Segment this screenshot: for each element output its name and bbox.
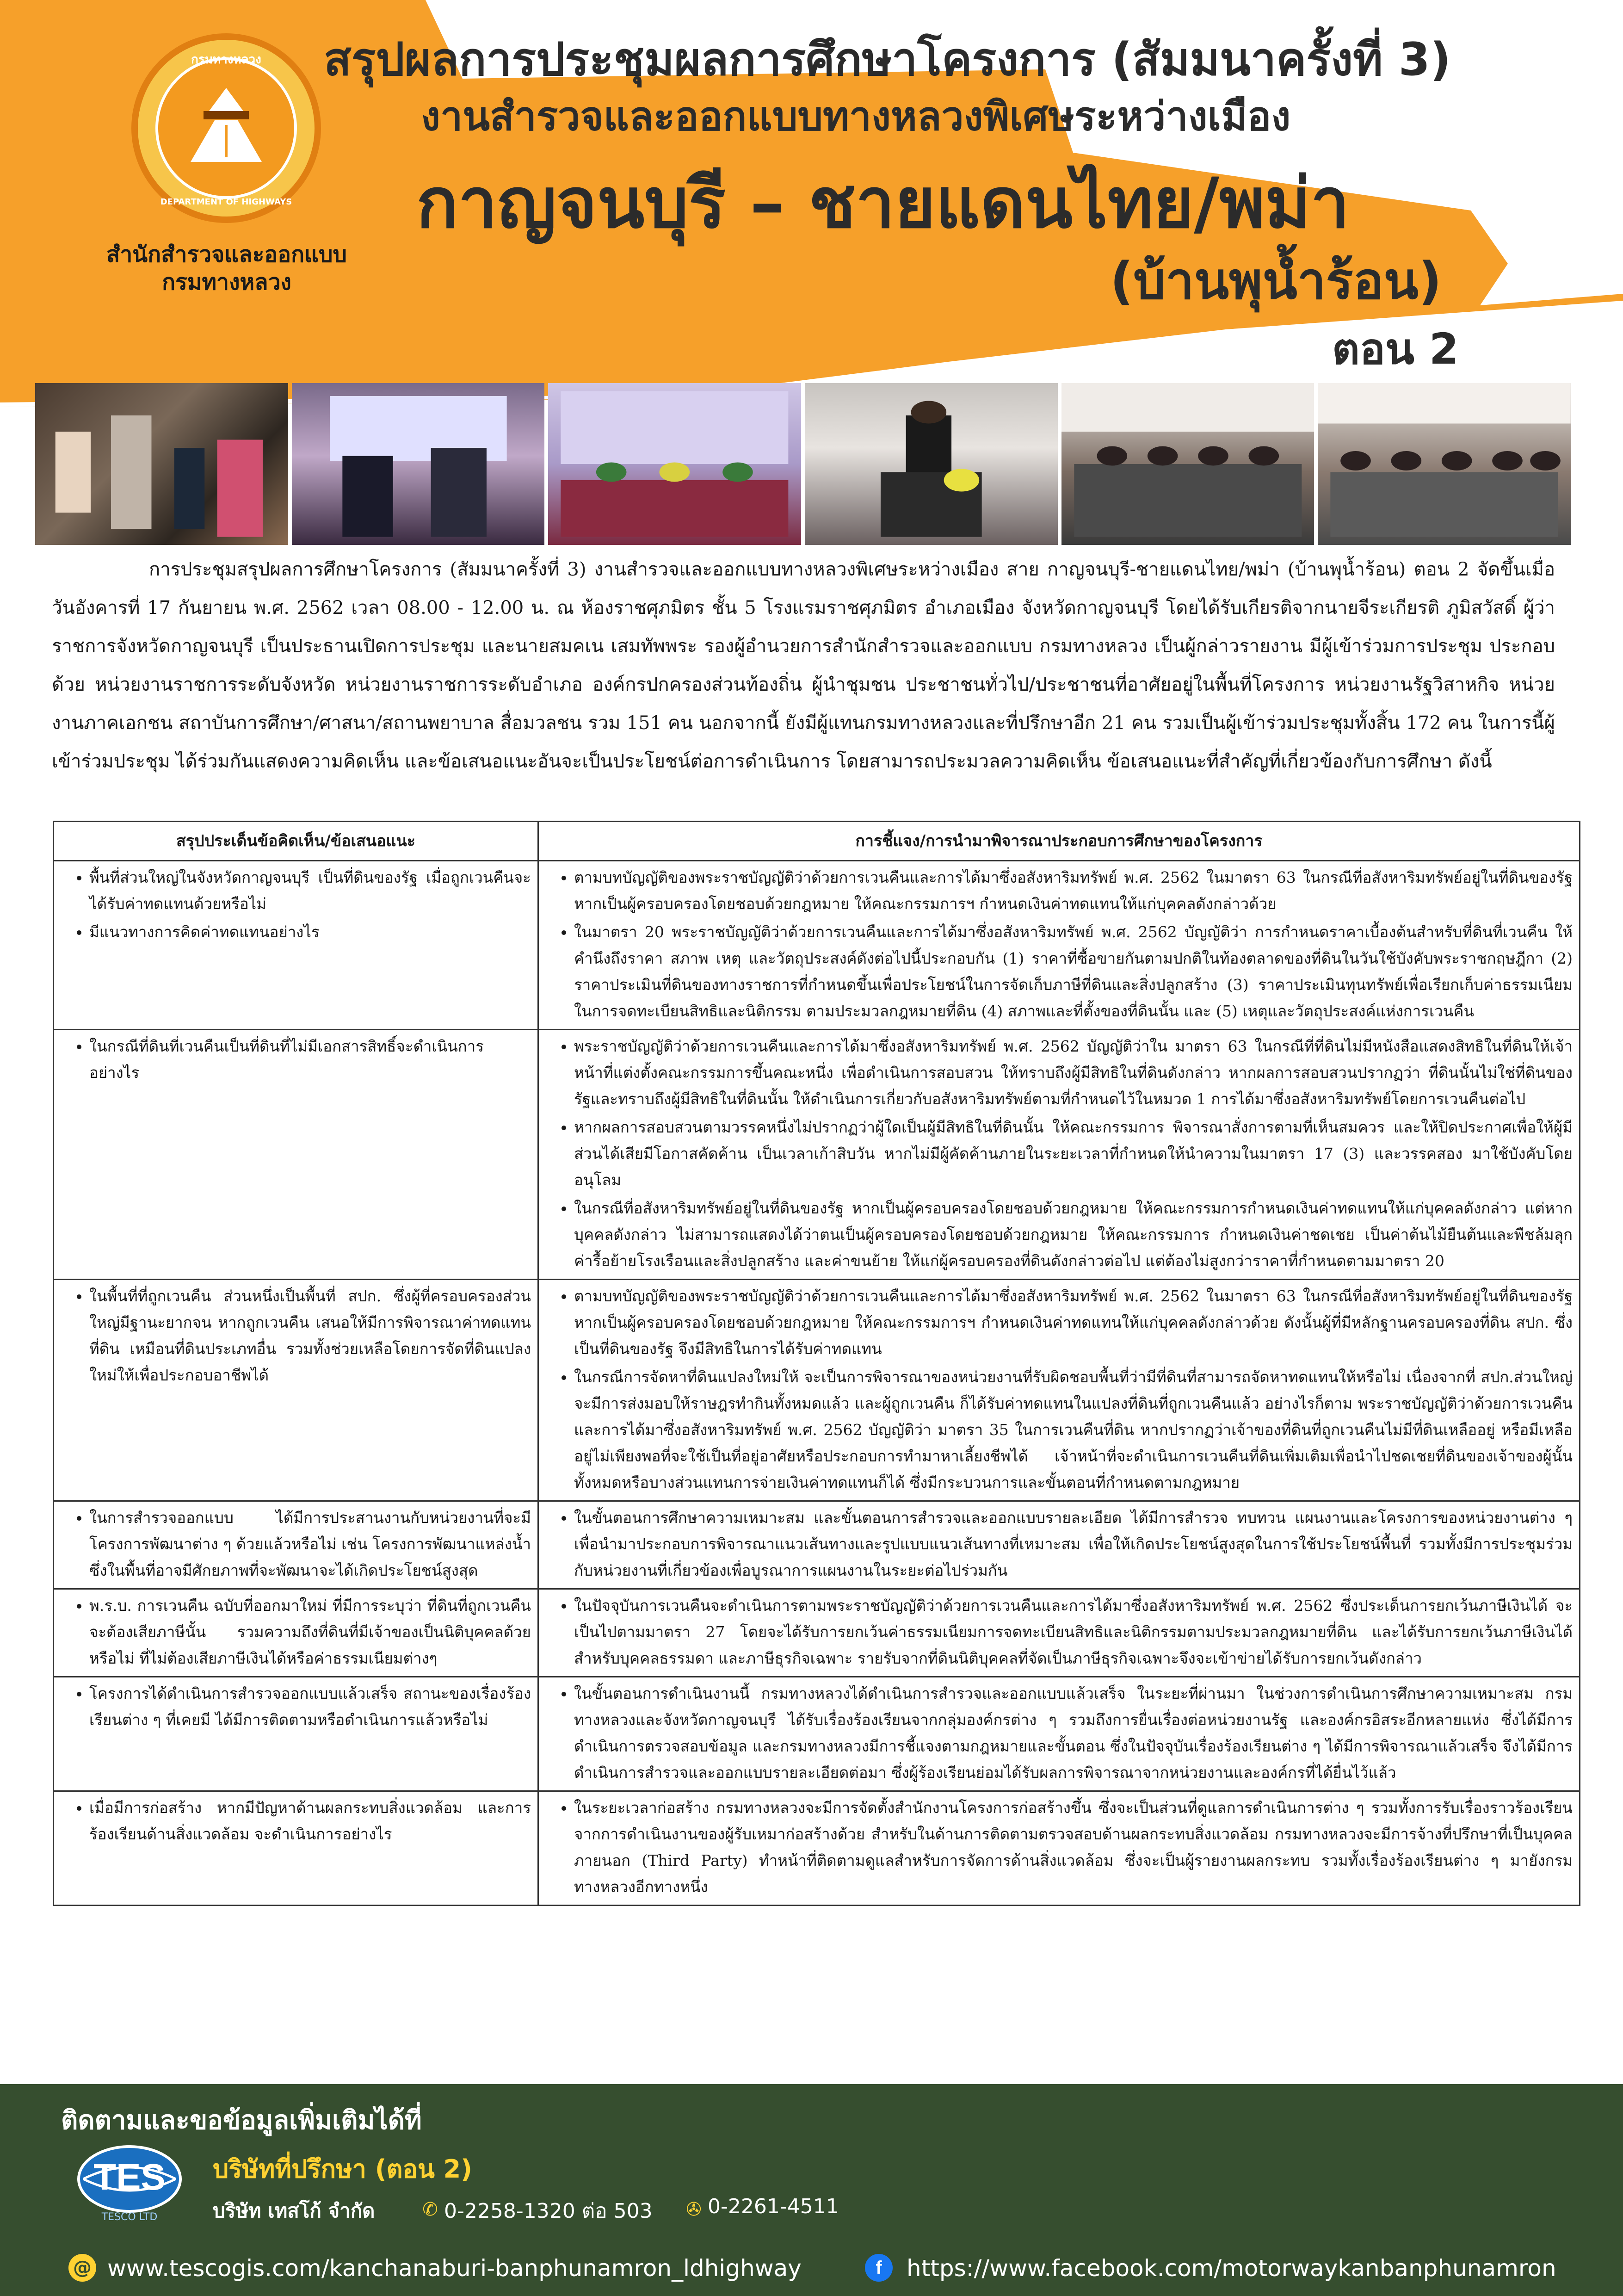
answer-list xyxy=(545,1033,1573,1274)
meeting-photo-1 xyxy=(35,383,288,545)
issue-list xyxy=(61,1283,531,1388)
logo-top-text: กรมทางหลวง xyxy=(191,53,261,67)
issue-cell xyxy=(54,1791,538,1906)
issue-item: • ในกรณีที่ดินที่เวนคืนเป็นที่ดินที่ไม่มีเอกสารสิทธิ์จะดำเนินการอย่างไร xyxy=(89,1033,531,1086)
logo-emblem xyxy=(155,57,297,199)
title-line-2: งานสำรวจและออกแบบทางหลวงพิเศษระหว่างเมือง xyxy=(421,93,1291,140)
tesco-logo-text: TES xyxy=(93,2156,166,2197)
issue-list xyxy=(61,1033,531,1086)
title-line-1: สรุปผลการประชุมผลการศึกษาโครงการ (สัมมนาครั้งที่ 3) xyxy=(324,33,1451,86)
at-sign-icon: @ xyxy=(68,2254,96,2282)
answer-list xyxy=(545,1283,1573,1496)
issue-list xyxy=(61,1680,531,1733)
answer-list xyxy=(545,1504,1573,1584)
issue-item: • ในพื้นที่ที่ถูกเวนคืน ส่วนหนึ่งเป็นพื้นที่ สปก. ซึ่งผู้ที่ครอบครองส่วนใหญ่มีฐานะยากจน หากถูกเวนคืน เสนอให้มีการพิจารณาค่าทดแทนที่ดิน เหมือนที่ดินประเภทอื่น รวมทั้งช่วยเหลือโดยการจัดที่ดินแปลงใหม่ให้เพื่อประกอบอาชีพได้ xyxy=(89,1283,531,1388)
answer-cell xyxy=(538,1791,1580,1906)
answer-item: • ในกรณีการจัดหาที่ดินแปลงใหม่ให้ จะเป็นการพิจารณาของหน่วยงานที่รับผิดชอบพื้นที่ว่ามีที่ดินที่สามารถจัดหาทดแทนให้หรือไม่ เนื่องจากที่ สปก.ส่วนใหญ่จะมีการส่งมอบให้ราษฎรทำกินทั้งหมดแล้ว และผู้ถูกเวนคืน ก็ได้รับค่าทดแทนในแปลงที่ดินที่ถูกเวนคืนแล้ว อย่างไรก็ตาม พระราชบัญญัติว่าด้วยการเวนคืนและการได้มาซึ่งอสังหาริมทรัพย์ พ.ศ. 2562 บัญญัติว่า มาตรา 35 ในการเวนคืนที่ดิน หากปรากฏว่าเจ้าของที่ดินที่ถูกเวนคืนไม่มีที่ดินเหลืออยู่ หรือมีเหลืออยู่ไม่เพียงพอที่จะใช้เป็นที่อยู่อาศัยหรือประกอบการทำมาหาเลี้ยงชีพได้ เจ้าหน้าที่จะดำเนินการเวนคืนที่ดินเพิ่มเติมเพื่อนำไปชดเชยที่ดินของเจ้าของผู้นั้นทั้งหมดหรือบางส่วนแทนการจ่ายเงินค่าทดแทนก็ได้ ซึ่งมีกระบวนการและขั้นตอนที่กำหนดตามกฎหมาย xyxy=(574,1364,1573,1496)
title-line-4: (บ้านพุน้ำร้อน) xyxy=(1110,251,1442,310)
issue-list xyxy=(61,1504,531,1584)
road-emblem-icon xyxy=(158,60,294,196)
title-line-3: กาญจนบุรี – ชายแดนไทย/พม่า xyxy=(416,163,1350,244)
table-row xyxy=(54,1677,1580,1791)
answer-item: • หากผลการสอบสวนตามวรรคหนึ่งไม่ปรากฏว่าผู้ใดเป็นผู้มีสิทธิในที่ดินนั้น ให้คณะกรรมการ พิจารณาสั่งการตามที่เห็นสมควร และให้ปิดประกาศเพื่อให้ผู้มีส่วนได้เสียมีโอกาสคัดค้าน เป็นเวลาเก้าสิบวัน หากไม่มีผู้คัดค้านภายในระยะเวลาที่กำหนดให้นำความในมาตรา 17 (3) และวรรคสอง มาใช้บังคับโดยอนุโลม xyxy=(574,1114,1573,1193)
meeting-photo-4 xyxy=(805,383,1058,545)
answer-cell xyxy=(538,1030,1580,1280)
company-name: บริษัท เทสโก้ จำกัด xyxy=(213,2199,375,2222)
footer-heading: ติดตามและขอข้อมูลเพิ่มเติมได้ที่ xyxy=(61,2105,422,2135)
fax-number[interactable]: 0-2261-4511 xyxy=(708,2195,839,2218)
answer-list xyxy=(545,1592,1573,1671)
consultant-title: บริษัทที่ปรึกษา (ตอน 2) xyxy=(213,2154,472,2184)
title-line-5: ตอน 2 xyxy=(1332,324,1459,374)
answer-cell xyxy=(538,1280,1580,1501)
website-link[interactable]: www.tescogis.com/kanchanaburi-banphunamron_ldhighway xyxy=(107,2255,802,2282)
logo-bottom-text: DEPARTMENT OF HIGHWAYS xyxy=(160,197,292,207)
issue-cell xyxy=(54,1677,538,1791)
issue-cell xyxy=(54,1280,538,1501)
answer-item: • ในมาตรา 20 พระราชบัญญัติว่าด้วยการเวนคืนและการได้มาซึ่งอสังหาริมทรัพย์ พ.ศ. 2562 บัญญัติว่า การกำหนดราคาเบื้องต้นสำหรับที่ดินที่เวนคืน ให้คำนึงถึงราคา สภาพ เหตุ และวัตถุประสงค์ดังต่อไปนี้ประกอบกัน (1) ราคาที่ซื้อขายกันตามปกติในท้องตลาดของที่ดินในวันใช้บังคับพระราชกฤษฎีกา (2) ราคาประเมินที่ดินของทางราชการที่กำหนดขึ้นเพื่อประโยชน์ในการจัดเก็บภาษีที่ดินและสิ่งปลูกสร้าง (3) ราคาประเมินทุนทรัพย์เพื่อเรียกเก็บค่าธรรมเนียมในการจดทะเบียนสิทธิและนิติกรรม ตามประมวลกฎหมายที่ดิน (4) สภาพและที่ตั้งของที่ดินนั้น และ (5) เหตุและวัตถุประสงค์แห่งการเวนคืน xyxy=(574,919,1573,1024)
office-name xyxy=(79,241,375,296)
answer-item: • ในระยะเวลาก่อสร้าง กรมทางหลวงจะมีการจัดตั้งสำนักงานโครงการก่อสร้างขึ้น ซึ่งจะเป็นส่วนที่ดูแลการดำเนินการต่าง ๆ รวมทั้งการรับเรื่องราวร้องเรียนจากการดำเนินงานของผู้รับเหมาก่อสร้างด้วย สำหรับในด้านการติดตามตรวจสอบด้านผลกระทบสิ่งแวดล้อม กรมทางหลวงจะมีการจ้างที่ปรึกษาที่เป็นบุคคลภายนอก (Third Party) ทำหน้าที่ติดตามดูแลสำหรับการจัดการด้านสิ่งแวดล้อม ซึ่งจะเป็นผู้รายงานผลกระทบ รวมทั้งเรื่องร้องเรียนต่าง ๆ มายังกรมทางหลวงอีกทางหนึ่ง xyxy=(574,1795,1573,1900)
answer-item: • ในกรณีที่อสังหาริมทรัพย์อยู่ในที่ดินของรัฐ หากเป็นผู้ครอบครองโดยชอบด้วยกฎหมาย ให้คณะกรรมการกำหนดเงินค่าทดแทนให้แก่บุคคลดังกล่าว แต่หากบุคคลดังกล่าว ไม่สามารถแสดงได้ว่าตนเป็นผู้ครอบครองโดยชอบด้วยกฎหมาย ให้คณะกรรมการ กำหนดเงินค่าชดเชย เป็นค่าต้นไม้ยืนต้นและพืชล้มลุก ค่ารื้อย้ายโรงเรือนและสิ่งปลูกสร้าง และค่าขนย้าย ให้แก่ผู้ครอบครองที่ดินดังกล่าวต่อไป แต่ต้องไม่สูงกว่าราคาที่กำหนดตามมาตรา 20 xyxy=(574,1195,1573,1274)
issue-item: • โครงการได้ดำเนินการสำรวจออกแบบแล้วเสร็จ สถานะของเรื่องร้องเรียนต่าง ๆ ที่เคยมี ได้มีการติดตามหรือดำเนินการแล้วหรือไม่ xyxy=(89,1680,531,1733)
issue-cell xyxy=(54,1030,538,1280)
answer-item: • ในปัจจุบันการเวนคืนจะดำเนินการตามพระราชบัญญัติว่าด้วยการเวนคืนและการได้มาซึ่งอสังหาริมทรัพย์ พ.ศ. 2562 ซึ่งประเด็นการยกเว้นภาษีเงินได้ จะเป็นไปตามมาตรา 27 โดยจะได้รับการยกเว้นค่าธรรมเนียมการจดทะเบียนสิทธิและนิติกรรมตามประมวลกฎหมายที่ดิน และได้รับการยกเว้นภาษีเงินได้สำหรับบุคคลธรรมดา และภาษีธุรกิจเฉพาะ รายรับจากที่ดินนิติบุคคลที่จัดเป็นภาษีธุรกิจเฉพาะจึงจะเข้าข่ายได้รับการยกเว้นดังกล่าว xyxy=(574,1592,1573,1671)
issue-cell xyxy=(54,1589,538,1677)
comments-table xyxy=(53,821,1580,1906)
issue-item: • มีแนวทางการคิดค่าทดแทนอย่างไร xyxy=(89,919,531,945)
fax-icon: ✇ xyxy=(686,2199,702,2220)
photo-strip xyxy=(35,383,1571,545)
table-row xyxy=(54,1501,1580,1589)
issue-cell xyxy=(54,1501,538,1589)
table-row xyxy=(54,1280,1580,1501)
tesco-logo xyxy=(74,2142,185,2230)
table-header-row xyxy=(54,822,1580,861)
office-line-2: กรมทางหลวง xyxy=(162,269,291,295)
answer-item: • ในขั้นตอนการดำเนินงานนี้ กรมทางหลวงได้ดำเนินการสำรวจและออกแบบแล้วเสร็จ ในระยะที่ผ่านมา ในช่วงการดำเนินการศึกษาความเหมาะสม กรมทางหลวงและจังหวัดกาญจนบุรี ได้รับเรื่องร้องเรียนจากกลุ่มองค์กรต่าง ๆ รวมถึงการยื่นเรื่องต่อหน่วยงานรัฐ และองค์กรอิสระอีกหลายแห่ง ซึ่งได้มีการดำเนินการตรวจสอบข้อมูล และกรมทางหลวงมีการชี้แจงตามกฎหมายและขั้นตอน ซึ่งในปัจจุบันเรื่องร้องเรียนต่าง ๆ ได้มีการพิจารณาแล้วเสร็จ จึงได้มีการดำเนินการสำรวจและออกแบบรายละเอียดต่อมา ซึ่งผู้ร้องเรียนย่อมได้รับผลการพิจารณาจากหน่วยงานและองค์กรที่ได้ยื่นไว้แล้ว xyxy=(574,1680,1573,1786)
intro-paragraph: การประชุมสรุปผลการศึกษาโครงการ (สัมมนาครั้งที่ 3) งานสำรวจและออกแบบทางหลวงพิเศษระหว่างเมือง สาย กาญจนบุรี-ชายแดนไทย/พม่า (บ้านพุน้ำร้อน) ตอน 2 จัดขึ้นเมื่อวันอังคารที่ 17 กันยายน พ.ศ. 2562 เวลา 08.00 - 12.00 น. ณ ห้องราชศุภมิตร ชั้น 5 โรงแรมราชศุภมิตร อำเภอเมือง จังหวัดกาญจนบุรี โดยได้รับเกียรติจากนายจีระเกียรติ ภูมิสวัสดิ์ ผู้ว่าราชการจังหวัดกาญจนบุรี เป็นประธานเปิดการประชุม และนายสมคเน เสมทัพพระ รองผู้อำนวยการสำนักสำรวจและออกแบบ กรมทางหลวง เป็นผู้กล่าวรายงาน มีผู้เข้าร่วมการประชุม ประกอบด้วย หน่วยงานราชการระดับจังหวัด หน่วยงานราชการระดับอำเภอ องค์กรปกครองส่วนท้องถิ่น ผู้นำชุมชน ประชาชนทั่วไป/ประชาชนที่อาศัยอยู่ในพื้นที่โครงการ หน่วยงานรัฐวิสาหกิจ หน่วยงานภาคเอกชน สถาบันการศึกษา/ศาสนา/สถานพยาบาล สื่อมวลชน รวม 151 คน นอกจากนี้ ยังมีผู้แทนกรมทางหลวงและที่ปรึกษาอีก 21 คน รวมเป็นผู้เข้าร่วมประชุมทั้งสิ้น 172 คน ในการนี้ผู้เข้าร่วมประชุม ได้ร่วมกันแสดงความคิดเห็น และข้อเสนอแนะอันจะเป็นประโยชน์ต่อการดำเนินการ โดยสามารถประมวลความคิดเห็น ข้อเสนอแนะที่สำคัญที่เกี่ยวข้องกับการศึกษา ดังนี้ xyxy=(52,559,1555,772)
issue-item: • เมื่อมีการก่อสร้าง หากมีปัญหาด้านผลกระทบสิ่งแวดล้อม และการร้องเรียนด้านสิ่งแวดล้อม จะดำเนินการอย่างไร xyxy=(89,1795,531,1847)
issue-list xyxy=(61,864,531,945)
issue-item: • ในการสำรวจออกแบบ ได้มีการประสานงานกับหน่วยงานที่จะมีโครงการพัฒนาต่าง ๆ ด้วยแล้วหรือไม่ เช่น โครงการพัฒนาแหล่งน้ำ ซึ่งในพื้นที่อาจมีศักยภาพที่จะพัฒนาจะได้เกิดประโยชน์สูงสุด xyxy=(89,1504,531,1584)
answer-cell xyxy=(538,1501,1580,1589)
issue-cell xyxy=(54,861,538,1030)
column-header-issues: สรุปประเด็นข้อคิดเห็น/ข้อเสนอแนะ xyxy=(54,822,538,861)
facebook-icon: f xyxy=(865,2254,893,2282)
issue-list xyxy=(61,1592,531,1671)
answer-cell xyxy=(538,1589,1580,1677)
meeting-photo-5 xyxy=(1061,383,1314,545)
issue-list xyxy=(61,1795,531,1847)
office-line-1: สำนักสำรวจและออกแบบ xyxy=(106,241,347,267)
facebook-link[interactable]: https://www.facebook.com/motorwaykanbanphunamron xyxy=(907,2255,1556,2282)
table-row xyxy=(54,1030,1580,1280)
answer-item: • ตามบทบัญญัติของพระราชบัญญัติว่าด้วยการเวนคืนและการได้มาซึ่งอสังหาริมทรัพย์ พ.ศ. 2562 ในมาตรา 63 ในกรณีที่อสังหาริมทรัพย์อยู่ในที่ดินของรัฐ หากเป็นผู้ครอบครองโดยชอบด้วยกฎหมาย ให้คณะกรรมการฯ กำหนดเงินค่าทดแทนให้แก่บุคคลดังกล่าวด้วย ดังนั้นผู้ที่มีหลักฐานครอบครองที่ดิน สปก. ซึ่งเป็นที่ดินของรัฐ จึงมีสิทธิในการได้รับค่าทดแทน xyxy=(574,1283,1573,1362)
answer-list xyxy=(545,1795,1573,1900)
answer-list xyxy=(545,864,1573,1024)
answer-item: • พระราชบัญญัติว่าด้วยการเวนคืนและการได้มาซึ่งอสังหาริมทรัพย์ พ.ศ. 2562 บัญญัติว่าใน มาตรา 63 ในกรณีที่ที่ดินไม่มีหนังสือแสดงสิทธิในที่ดินให้เจ้าหน้าที่แต่งตั้งคณะกรรมการขึ้นคณะหนึ่ง เพื่อดำเนินการสอบสวน ให้ทราบถึงผู้มีสิทธิในที่ดินดังกล่าว หากผลการสอบสวนปรากฏว่า ที่ดินนั้นไม่ใช่ที่ดินของรัฐและทราบถึงผู้มีสิทธิในที่ดินนั้น ให้ดำเนินการเกี่ยวกับอสังหาริมทรัพย์ตามที่กำหนดไว้ในหมวด 1 การได้มาซึ่งอสังหาริมทรัพย์โดยการเวนคืนต่อไป xyxy=(574,1033,1573,1112)
meeting-photo-6 xyxy=(1318,383,1571,545)
meeting-photo-2 xyxy=(292,383,545,545)
answer-list xyxy=(545,1680,1573,1786)
issue-item: • พ.ร.บ. การเวนคืน ฉบับที่ออกมาใหม่ ที่มีการระบุว่า ที่ดินที่ถูกเวนคืนจะต้องเสียภาษีนั้น รวมความถึงที่ดินที่มีเจ้าของเป็นนิติบุคคลด้วยหรือไม่ ที่ไม่ต้องเสียภาษีเงินได้หรือค่าธรรมเนียมต่างๆ xyxy=(89,1592,531,1671)
phone-icon: ✆ xyxy=(422,2199,438,2220)
answer-cell xyxy=(538,861,1580,1030)
tesco-logo-subtext: TESCO LTD xyxy=(101,2211,158,2223)
meeting-photo-3 xyxy=(548,383,801,545)
table-row xyxy=(54,1589,1580,1677)
answer-item: • ตามบทบัญญัติของพระราชบัญญัติว่าด้วยการเวนคืนและการได้มาซึ่งอสังหาริมทรัพย์ พ.ศ. 2562 ในมาตรา 63 ในกรณีที่อสังหาริมทรัพย์อยู่ในที่ดินของรัฐ หากเป็นผู้ครอบครองโดยชอบด้วยกฎหมาย ให้คณะกรรมการฯ กำหนดเงินค่าทดแทนให้แก่บุคคลดังกล่าวด้วย xyxy=(574,864,1573,917)
table-row xyxy=(54,1791,1580,1906)
table-row xyxy=(54,861,1580,1030)
answer-item: • ในขั้นตอนการศึกษาความเหมาะสม และขั้นตอนการสำรวจและออกแบบรายละเอียด ได้มีการสำรวจ ทบทวน แผนงานและโครงการของหน่วยงานต่าง ๆ เพื่อนำมาประกอบการพิจารณาแนวเส้นทางและรูปแบบแนวเส้นทางที่เหมาะสม เพื่อให้เกิดประโยชน์สูงสุดในการใช้ประโยชน์พื้นที่ รวมทั้งมีการประชุมร่วมกับหน่วยงานที่เกี่ยวข้องเพื่อบูรณาการแผนงานในระยะต่อไปร่วมกัน xyxy=(574,1504,1573,1584)
issue-item: • พื้นที่ส่วนใหญ่ในจังหวัดกาญจนบุรี เป็นที่ดินของรัฐ เมื่อถูกเวนคืนจะได้รับค่าทดแทนด้วยหรือไม่ xyxy=(89,864,531,917)
column-header-answers: การชี้แจง/การนำมาพิจารณาประกอบการศึกษาของโครงการ xyxy=(538,822,1580,861)
phone-number[interactable]: 0-2258-1320 ต่อ 503 xyxy=(444,2199,653,2223)
table-body xyxy=(54,861,1580,1906)
answer-cell xyxy=(538,1677,1580,1791)
department-of-highways-logo xyxy=(131,33,321,223)
